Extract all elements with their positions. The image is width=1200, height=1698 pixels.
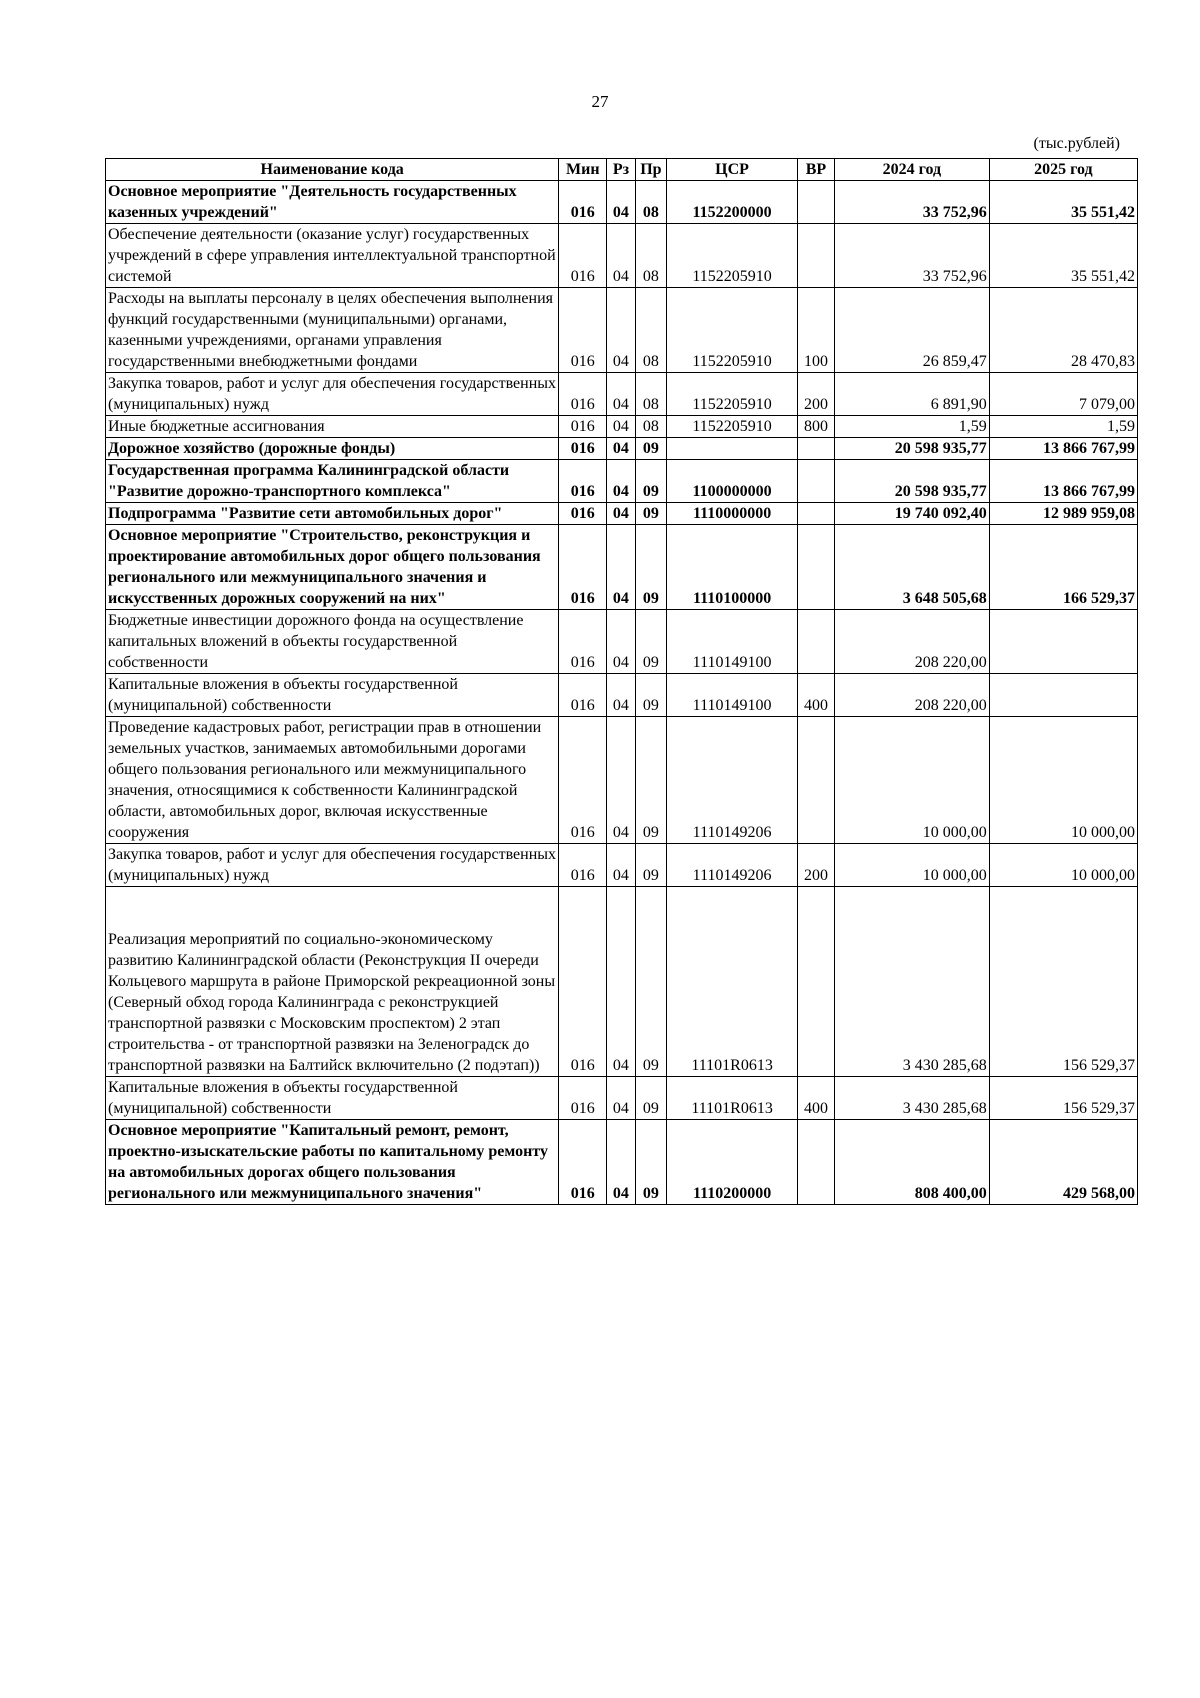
row-min: 016 xyxy=(559,288,607,373)
row-rz: 04 xyxy=(607,460,635,503)
table-row xyxy=(106,224,1138,288)
row-csr: 1152205910 xyxy=(667,224,798,288)
row-pr: 09 xyxy=(635,844,667,887)
row-2024: 10 000,00 xyxy=(835,844,990,887)
row-2024: 3 430 285,68 xyxy=(835,887,990,1077)
table-row xyxy=(106,844,1138,887)
row-2025 xyxy=(989,674,1137,717)
row-name: Закупка товаров, работ и услуг для обеспечения государственных (муниципальных) нужд xyxy=(106,844,559,887)
row-vr: 400 xyxy=(797,674,834,717)
row-2024: 20 598 935,77 xyxy=(835,460,990,503)
row-rz: 04 xyxy=(607,288,635,373)
row-2024: 1,59 xyxy=(835,416,990,438)
table-header-row xyxy=(106,159,1138,181)
row-pr: 09 xyxy=(635,525,667,610)
row-name: Основное мероприятие "Строительство, реконструкция и проектирование автомобильных дорог общего пользования регионального или межмуниципального значения и искусственных дорожных сооружений на них" xyxy=(106,525,559,610)
header-csr: ЦСР xyxy=(667,159,798,181)
row-vr xyxy=(797,181,834,224)
row-min: 016 xyxy=(559,1077,607,1120)
table-row xyxy=(106,181,1138,224)
row-min: 016 xyxy=(559,610,607,674)
row-rz: 04 xyxy=(607,717,635,844)
row-vr: 200 xyxy=(797,844,834,887)
row-name: Проведение кадастровых работ, регистрации прав в отношении земельных участков, занимаемых автомобильными дорогами общего пользования регионального или межмуниципального значения, относящимися к собственности Калининградской области, автомобильных дорог, включая искусственные сооружения xyxy=(106,717,559,844)
row-name: Основное мероприятие "Деятельность государственных казенных учреждений" xyxy=(106,181,559,224)
budget-table xyxy=(105,158,1138,1205)
row-min: 016 xyxy=(559,181,607,224)
row-2024: 10 000,00 xyxy=(835,717,990,844)
table-row xyxy=(106,610,1138,674)
row-2024: 19 740 092,40 xyxy=(835,503,990,525)
row-pr: 08 xyxy=(635,224,667,288)
header-min: Мин xyxy=(559,159,607,181)
row-2024: 6 891,90 xyxy=(835,373,990,416)
row-vr: 200 xyxy=(797,373,834,416)
table-row xyxy=(106,674,1138,717)
row-pr: 09 xyxy=(635,717,667,844)
row-name: Иные бюджетные ассигнования xyxy=(106,416,559,438)
row-pr: 09 xyxy=(635,674,667,717)
row-vr xyxy=(797,610,834,674)
row-2025: 13 866 767,99 xyxy=(989,460,1137,503)
header-vr: ВР xyxy=(797,159,834,181)
row-rz: 04 xyxy=(607,438,635,460)
row-pr: 09 xyxy=(635,460,667,503)
row-vr xyxy=(797,1120,834,1205)
row-2024: 33 752,96 xyxy=(835,224,990,288)
row-min: 016 xyxy=(559,224,607,288)
table-row xyxy=(106,373,1138,416)
row-name: Дорожное хозяйство (дорожные фонды) xyxy=(106,438,559,460)
row-name: Расходы на выплаты персоналу в целях обеспечения выполнения функций государственными (муниципальными) органами, казенными учреждениями, органами управления государственными внебюджетными фондами xyxy=(106,288,559,373)
row-name: Капитальные вложения в объекты государственной (муниципальной) собственности xyxy=(106,1077,559,1120)
row-pr: 09 xyxy=(635,610,667,674)
row-min: 016 xyxy=(559,373,607,416)
row-pr: 09 xyxy=(635,887,667,1077)
row-pr: 09 xyxy=(635,503,667,525)
row-2025: 1,59 xyxy=(989,416,1137,438)
row-csr: 1100000000 xyxy=(667,460,798,503)
header-2024: 2024 год xyxy=(835,159,990,181)
row-csr: 1110149206 xyxy=(667,844,798,887)
row-min: 016 xyxy=(559,460,607,503)
row-csr: 1110149100 xyxy=(667,674,798,717)
row-vr xyxy=(797,460,834,503)
table-row xyxy=(106,887,1138,1077)
row-min: 016 xyxy=(559,438,607,460)
row-2025: 156 529,37 xyxy=(989,887,1137,1077)
table-row xyxy=(106,1120,1138,1205)
table-row xyxy=(106,717,1138,844)
row-csr: 1152205910 xyxy=(667,288,798,373)
row-pr: 09 xyxy=(635,1077,667,1120)
row-2025: 35 551,42 xyxy=(989,224,1137,288)
row-csr: 11101R0613 xyxy=(667,887,798,1077)
row-csr: 1110149100 xyxy=(667,610,798,674)
row-rz: 04 xyxy=(607,503,635,525)
row-2025 xyxy=(989,610,1137,674)
row-rz: 04 xyxy=(607,610,635,674)
row-rz: 04 xyxy=(607,1077,635,1120)
row-2025: 12 989 959,08 xyxy=(989,503,1137,525)
row-vr xyxy=(797,717,834,844)
table-row xyxy=(106,460,1138,503)
row-pr: 08 xyxy=(635,288,667,373)
row-pr: 08 xyxy=(635,373,667,416)
row-min: 016 xyxy=(559,844,607,887)
row-vr xyxy=(797,525,834,610)
header-rz: Рз xyxy=(607,159,635,181)
row-rz: 04 xyxy=(607,887,635,1077)
row-rz: 04 xyxy=(607,1120,635,1205)
row-min: 016 xyxy=(559,525,607,610)
row-vr xyxy=(797,224,834,288)
row-2024: 808 400,00 xyxy=(835,1120,990,1205)
row-csr: 1152200000 xyxy=(667,181,798,224)
row-vr xyxy=(797,887,834,1077)
row-2025: 10 000,00 xyxy=(989,717,1137,844)
row-min: 016 xyxy=(559,416,607,438)
header-name: Наименование кода xyxy=(106,159,559,181)
row-2025: 10 000,00 xyxy=(989,844,1137,887)
row-2024: 3 648 505,68 xyxy=(835,525,990,610)
row-csr xyxy=(667,438,798,460)
row-csr: 1152205910 xyxy=(667,373,798,416)
row-min: 016 xyxy=(559,503,607,525)
row-csr: 1152205910 xyxy=(667,416,798,438)
row-pr: 09 xyxy=(635,1120,667,1205)
row-2025: 7 079,00 xyxy=(989,373,1137,416)
row-vr xyxy=(797,438,834,460)
header-pr: Пр xyxy=(635,159,667,181)
header-2025: 2025 год xyxy=(989,159,1137,181)
row-rz: 04 xyxy=(607,181,635,224)
row-vr: 100 xyxy=(797,288,834,373)
row-pr: 08 xyxy=(635,416,667,438)
row-rz: 04 xyxy=(607,416,635,438)
row-min: 016 xyxy=(559,674,607,717)
row-min: 016 xyxy=(559,717,607,844)
row-rz: 04 xyxy=(607,844,635,887)
row-name: Основное мероприятие "Капитальный ремонт, ремонт, проектно-изыскательские работы по капитальному ремонту на автомобильных дорогах общего пользования регионального или межмуниципального значения" xyxy=(106,1120,559,1205)
table-row xyxy=(106,1077,1138,1120)
row-name: Реализация мероприятий по социально-экономическому развитию Калининградской области (Реконструкция II очереди Кольцевого маршрута в районе Приморской рекреационной зоны (Северный обход города Калининграда с реконструкцией транспортной развязки с Московским проспектом) 2 этап строительства - от транспортной развязки на Зеленоградск до транспортной развязки на Балтийск включительно (2 подэтап)) xyxy=(106,887,559,1077)
row-vr xyxy=(797,503,834,525)
row-name: Бюджетные инвестиции дорожного фонда на осуществление капитальных вложений в объекты государственной собственности xyxy=(106,610,559,674)
row-2025: 28 470,83 xyxy=(989,288,1137,373)
unit-note: (тыс.рублей) xyxy=(1033,135,1120,152)
row-2024: 208 220,00 xyxy=(835,610,990,674)
row-name: Подпрограмма "Развитие сети автомобильных дорог" xyxy=(106,503,559,525)
row-rz: 04 xyxy=(607,373,635,416)
row-csr: 1110200000 xyxy=(667,1120,798,1205)
table-row xyxy=(106,288,1138,373)
row-pr: 08 xyxy=(635,181,667,224)
row-rz: 04 xyxy=(607,224,635,288)
table-row xyxy=(106,503,1138,525)
row-vr: 800 xyxy=(797,416,834,438)
row-csr: 1110000000 xyxy=(667,503,798,525)
table-row xyxy=(106,438,1138,460)
row-rz: 04 xyxy=(607,674,635,717)
row-csr: 1110149206 xyxy=(667,717,798,844)
row-vr: 400 xyxy=(797,1077,834,1120)
row-min: 016 xyxy=(559,1120,607,1205)
row-2025: 429 568,00 xyxy=(989,1120,1137,1205)
row-csr: 11101R0613 xyxy=(667,1077,798,1120)
row-2025: 166 529,37 xyxy=(989,525,1137,610)
row-2025: 156 529,37 xyxy=(989,1077,1137,1120)
page-number: 27 xyxy=(591,92,609,111)
table-row xyxy=(106,525,1138,610)
row-2024: 20 598 935,77 xyxy=(835,438,990,460)
row-csr: 1110100000 xyxy=(667,525,798,610)
row-pr: 09 xyxy=(635,438,667,460)
row-2024: 26 859,47 xyxy=(835,288,990,373)
row-2025: 13 866 767,99 xyxy=(989,438,1137,460)
row-2025: 35 551,42 xyxy=(989,181,1137,224)
row-min: 016 xyxy=(559,887,607,1077)
row-name: Закупка товаров, работ и услуг для обеспечения государственных (муниципальных) нужд xyxy=(106,373,559,416)
row-rz: 04 xyxy=(607,525,635,610)
row-name: Государственная программа Калининградской области "Развитие дорожно-транспортного комплекса" xyxy=(106,460,559,503)
row-2024: 3 430 285,68 xyxy=(835,1077,990,1120)
table-row xyxy=(106,416,1138,438)
row-name: Капитальные вложения в объекты государственной (муниципальной) собственности xyxy=(106,674,559,717)
row-2024: 33 752,96 xyxy=(835,181,990,224)
row-name: Обеспечение деятельности (оказание услуг) государственных учреждений в сфере управления интеллектуальной транспортной системой xyxy=(106,224,559,288)
row-2024: 208 220,00 xyxy=(835,674,990,717)
